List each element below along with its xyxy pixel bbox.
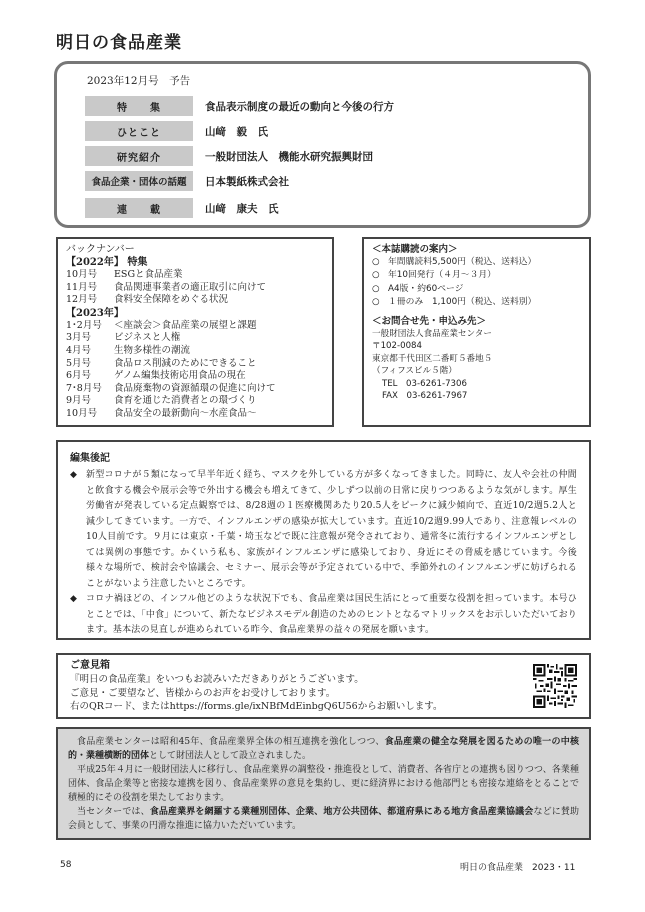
list-item: 3月号 ビジネスと人権	[66, 332, 181, 344]
list-item: 12月号 食料安全保障をめぐる状況	[66, 294, 229, 306]
preview-row-serial	[85, 198, 279, 218]
diamond-bullet-icon: ◆	[70, 470, 78, 480]
list-item: 10月号 ESGと食品産業	[66, 269, 183, 280]
list-item: ○ A4版・約60ページ	[372, 283, 464, 294]
preview-value: 山﨑 康夫 氏	[205, 202, 279, 215]
preview-label: 食品企業・団体の話題	[85, 171, 193, 191]
contact-title: ＜お問合せ先・申込み先＞	[372, 315, 487, 327]
notes-paragraph: ◆ コロナ禍ほどの、インフル他どのような状況下でも、食品産業は国民生活にとって重要な役割を担っています。本号ひとことでは、「中食」について、新たなビジネスモデル創造のためのヒントとなるマトリックスをお示しいただいております。基本法の見直しが進められている昨今、食品産業界の益々の発展を願います。	[70, 594, 577, 635]
opinion-box	[56, 653, 591, 719]
list-item: 10月号 食品安全の最新動向～水産食品～	[66, 407, 257, 419]
back-numbers-title: バックナンバー	[66, 244, 135, 255]
preview-value: 一般財団法人 機能水研究振興財団	[205, 150, 373, 163]
contact-line: 一般財団法人食品産業センター	[372, 328, 492, 339]
opinion-line: ご意見・ご要望など、皆様からのお声をお受けしております。	[70, 687, 336, 699]
preview-label: 特 集	[85, 96, 193, 116]
contact-fax: FAX 03-6261-7967	[382, 391, 468, 402]
opinion-link[interactable]: 右のQRコード、またはhttps://forms.gle/ixNBfMdEinbgQ6U56からお願いします。	[70, 701, 443, 712]
preview-label: 研究紹介	[85, 146, 193, 166]
list-item: 9月号 食育を通じた消費者との環づくり	[66, 395, 257, 407]
list-item: 11月号 食品関連事業者の適正取引に向けて	[66, 281, 267, 293]
center-paragraph: 食品産業センターは昭和45年、食品産業界全体の相互連携を強化しつつ、食品産業の健全な発展を図るための唯一の中核的・業種横断的団体として財団法人として設立されました。	[68, 737, 579, 761]
year-2023-heading: 【2023年】	[66, 307, 124, 319]
list-item: 6月号 ゲノム編集技術応用食品の現在	[66, 370, 246, 382]
preview-label: ひとこと	[85, 121, 193, 141]
preview-row-feature	[85, 96, 394, 116]
back-numbers-box	[56, 237, 334, 427]
center-paragraph: 平成25年４月に一般財団法人に移行し、食品産業界の調整役・推進役として、消費者、各省庁との連携も図りつつ、各業種団体、食品企業等と密接な連携を図り、食品産業界の意見を集約し、更に経済界における他部門とも密接な連絡をとることで積極的にその役割を果たしております。	[68, 765, 579, 803]
preview-row-hitokoto	[85, 121, 268, 141]
list-item: ○ 年間購読料5,500円（税込、送料込）	[372, 257, 537, 267]
list-item: 5月号 食品ロス削減のためにできること	[66, 357, 257, 369]
qr-code-icon[interactable]	[533, 664, 577, 708]
center-info-box	[56, 727, 591, 840]
notes-paragraph: ◆ 新型コロナが５類になって早半年近く経ち、マスクを外している方が多くなってきました。同時に、友人や会社の仲間と飲食する機会や展示会等で外出する機会も増えてきて、少しずつ以前の日常に戻りつつあるような気がします。厚生労働省が発表している定点観察では、8/28週の１医療機関あたり20.5人をピークに減少傾向で、直近10/2週5.2人と減少してきています。一方で、インフルエンザの感染が拡大しています。直近10/2週9.99人であり、注意報レベルの10人目前です。９月には東京・千葉・埼玉などで既に注意報が発令されており、通常冬に流行するインフルエンザとしては異例の事態です。かくいう私も、家族がインフルエンザに感染しており、身近にその脅威を感じています。今後様々な場所で、検討会や協議会、セミナー、展示会等が予定されている中で、季節外れのインフルエンザに妨げられることがないよう注意したいところです。	[70, 470, 577, 589]
diamond-bullet-icon: ◆	[70, 594, 78, 604]
subscription-title: ＜本誌購読の案内＞	[372, 244, 458, 255]
preview-label: 連 載	[85, 198, 193, 218]
list-item: ○ 年10回発行（４月～３月）	[372, 270, 496, 281]
page-title: 明日の食品産業	[56, 33, 182, 53]
next-issue-preview	[54, 61, 591, 228]
preview-heading: 2023年12月号 予告	[87, 75, 191, 87]
subscription-box	[362, 237, 591, 427]
opinion-line: 『明日の食品産業』をいつもお読みいただきありがとうございます。	[70, 674, 364, 685]
contact-line: 東京都千代田区二番町５番地５	[372, 353, 493, 364]
list-item: 4月号 生物多様性の潮流	[66, 344, 191, 356]
preview-value: 山﨑 毅 氏	[205, 125, 268, 138]
footer-publication: 明日の食品産業 2023・11	[460, 863, 576, 873]
year-2022-heading: 【2022年】 特集	[66, 257, 148, 268]
opinion-title: ご意見箱	[70, 660, 110, 671]
list-item: 1･2月号 ＜座談会＞食品産業の展望と課題	[66, 319, 257, 331]
list-item: ○ １冊のみ 1,100円（税込、送料別）	[372, 297, 537, 308]
list-item: 7･8月号 食品廃棄物の資源循環の促進に向けて	[66, 382, 276, 394]
preview-row-research	[85, 146, 373, 166]
page-number: 58	[60, 860, 72, 870]
preview-row-company	[85, 171, 289, 191]
contact-line: （フィフスビル５階）	[372, 366, 457, 377]
center-paragraph: 当センターでは、食品産業界を網羅する業種別団体、企業、地方公共団体、都道府県にある地方食品産業協議会などに賛助会員として、事業の円滑な推進に協力いただいています。	[68, 807, 579, 831]
contact-tel: TEL 03-6261-7306	[382, 378, 467, 389]
contact-line: 〒102-0084	[372, 341, 422, 352]
editors-notes-box	[56, 440, 591, 640]
preview-value: 日本製紙株式会社	[205, 175, 289, 188]
editors-notes-title: 編集後記	[70, 453, 110, 464]
preview-value: 食品表示制度の最近の動向と今後の行方	[205, 100, 394, 113]
